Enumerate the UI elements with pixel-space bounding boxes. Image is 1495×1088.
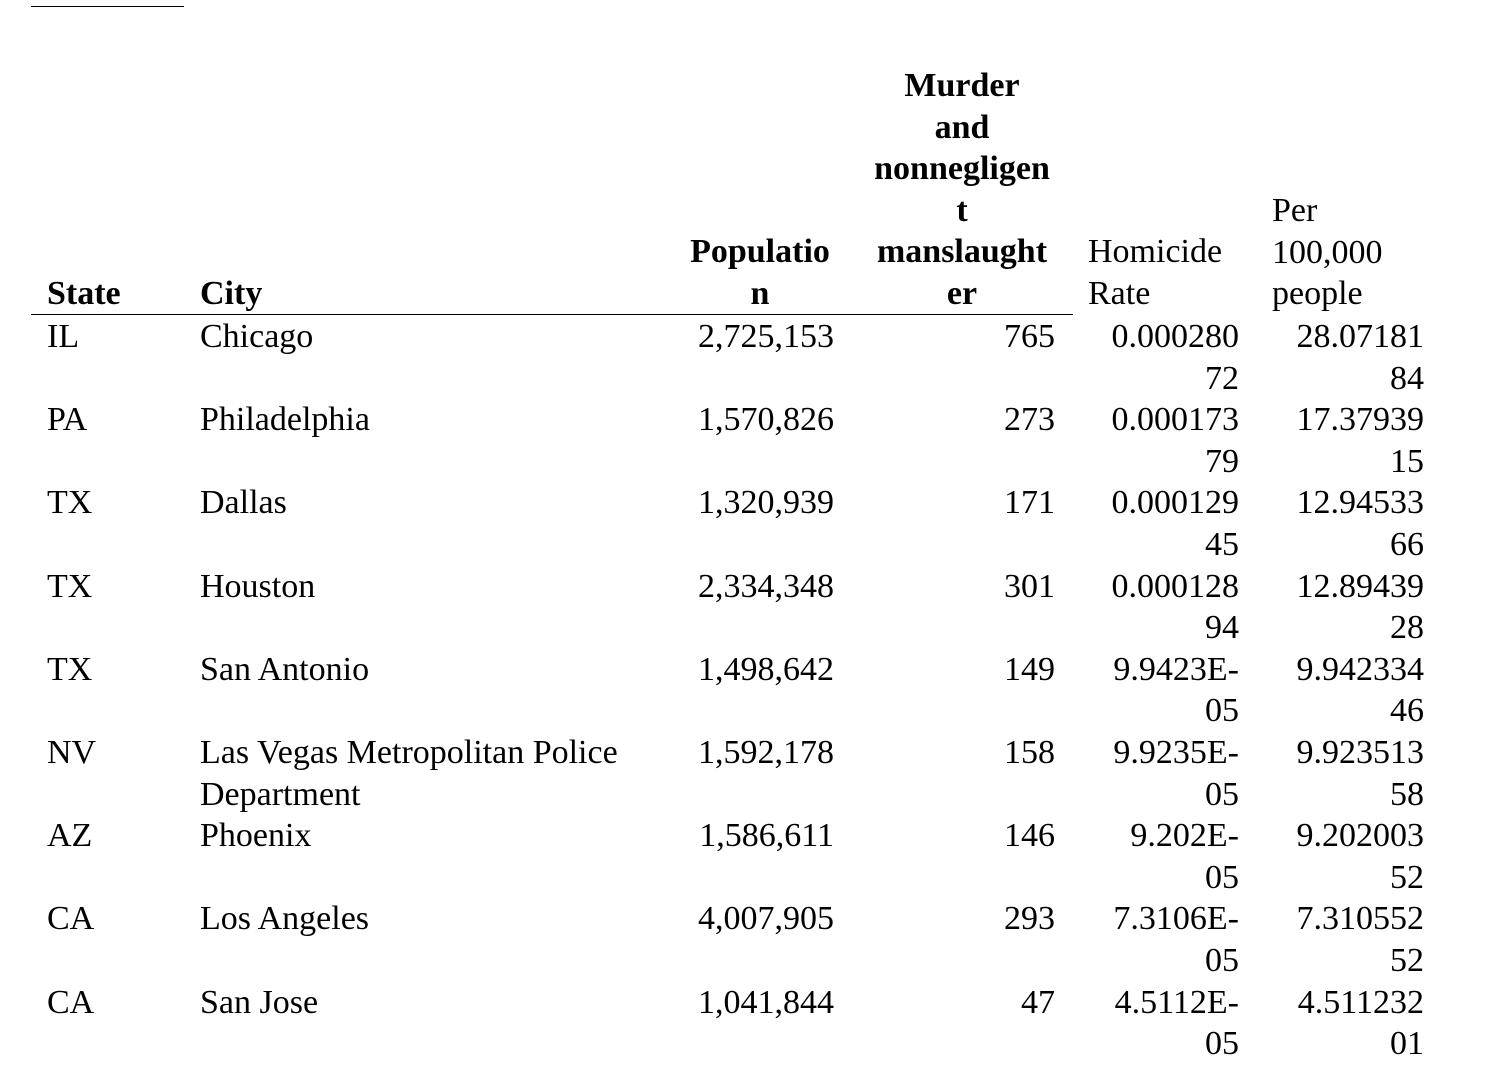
cell-per-100000: 9.202003 52	[1296, 817, 1424, 896]
cell-population: 2,725,153	[698, 318, 834, 355]
cell-population: 1,592,178	[698, 733, 834, 771]
cell-per-100000: 4.511232 01	[1297, 983, 1424, 1063]
table-row	[0, 982, 1495, 1065]
cell-state: CA	[47, 983, 95, 1021]
cell-homicide-rate: 0.000173 79	[1111, 401, 1239, 480]
table-row	[0, 566, 1495, 649]
top-rule	[31, 6, 184, 7]
cell-homicide-rate: 9.202E- 05	[1130, 817, 1239, 896]
cell-homicide-rate: 0.000129 45	[1111, 484, 1239, 563]
header-city: City	[200, 275, 263, 312]
cell-population: 1,041,844	[698, 983, 834, 1021]
cell-murder: 273	[1004, 401, 1055, 439]
table-row	[0, 482, 1495, 565]
cell-state: NV	[47, 733, 97, 771]
cell-murder: 171	[1004, 484, 1055, 522]
cell-state: AZ	[47, 817, 93, 855]
cell-per-100000: 9.923513 58	[1296, 733, 1424, 813]
cell-homicide-rate: 9.9423E- 05	[1113, 650, 1239, 730]
cell-population: 1,570,826	[698, 401, 834, 439]
cell-state: TX	[47, 567, 93, 605]
header-population: Populatio n	[690, 233, 830, 312]
header-per-100000: Per 100,000 people	[1272, 192, 1383, 313]
cell-population: 1,586,611	[699, 817, 834, 855]
cell-population: 2,334,348	[698, 567, 834, 605]
cell-murder: 158	[1004, 733, 1055, 771]
table-row	[0, 399, 1495, 482]
cell-population: 1,498,642	[698, 650, 834, 688]
cell-state: PA	[47, 401, 88, 439]
cell-state: IL	[47, 318, 80, 355]
cell-homicide-rate: 0.000128 94	[1111, 567, 1239, 647]
cell-murder: 146	[1004, 817, 1055, 855]
cell-city: Phoenix	[200, 817, 312, 855]
cell-city: Houston	[200, 567, 316, 605]
cell-per-100000: 7.310552 52	[1296, 900, 1424, 979]
cell-city: Chicago	[200, 318, 314, 355]
cell-city: Los Angeles	[200, 900, 370, 938]
cell-population: 1,320,939	[698, 484, 834, 522]
cell-state: CA	[47, 900, 95, 938]
header-rule	[31, 314, 1073, 315]
table-row	[0, 815, 1495, 898]
cell-city: Las Vegas Metropolitan Police Department	[200, 733, 618, 813]
table-row	[0, 649, 1495, 732]
cell-murder: 301	[1004, 567, 1055, 605]
table-row	[0, 316, 1495, 399]
cell-population: 4,007,905	[698, 900, 834, 938]
header-homicide-rate: Homicide Rate	[1088, 233, 1223, 312]
cell-state: TX	[47, 484, 93, 522]
table-row	[0, 732, 1495, 815]
cell-murder: 293	[1004, 900, 1055, 938]
cell-murder: 765	[1004, 318, 1055, 355]
cell-per-100000: 12.89439 28	[1296, 567, 1424, 647]
header-murder: Murder and nonnegligen t manslaught er	[874, 67, 1050, 312]
table-body	[0, 316, 1495, 1065]
cell-homicide-rate: 4.5112E- 05	[1114, 983, 1239, 1063]
cell-per-100000: 28.07181 84	[1296, 318, 1424, 397]
cell-per-100000: 17.37939 15	[1296, 401, 1424, 480]
table-row	[0, 898, 1495, 981]
cell-murder: 47	[1021, 983, 1055, 1021]
cell-city: San Antonio	[200, 650, 370, 688]
cell-per-100000: 12.94533 66	[1296, 484, 1424, 563]
header-state: State	[47, 275, 121, 312]
cell-state: TX	[47, 650, 93, 688]
cell-homicide-rate: 7.3106E- 05	[1113, 900, 1239, 979]
cell-city: Philadelphia	[200, 401, 370, 439]
cell-homicide-rate: 0.000280 72	[1111, 318, 1239, 397]
cell-city: Dallas	[200, 484, 287, 522]
cell-per-100000: 9.942334 46	[1296, 650, 1424, 730]
cell-murder: 149	[1004, 650, 1055, 688]
cell-homicide-rate: 9.9235E- 05	[1113, 733, 1239, 813]
cell-city: San Jose	[200, 983, 319, 1021]
